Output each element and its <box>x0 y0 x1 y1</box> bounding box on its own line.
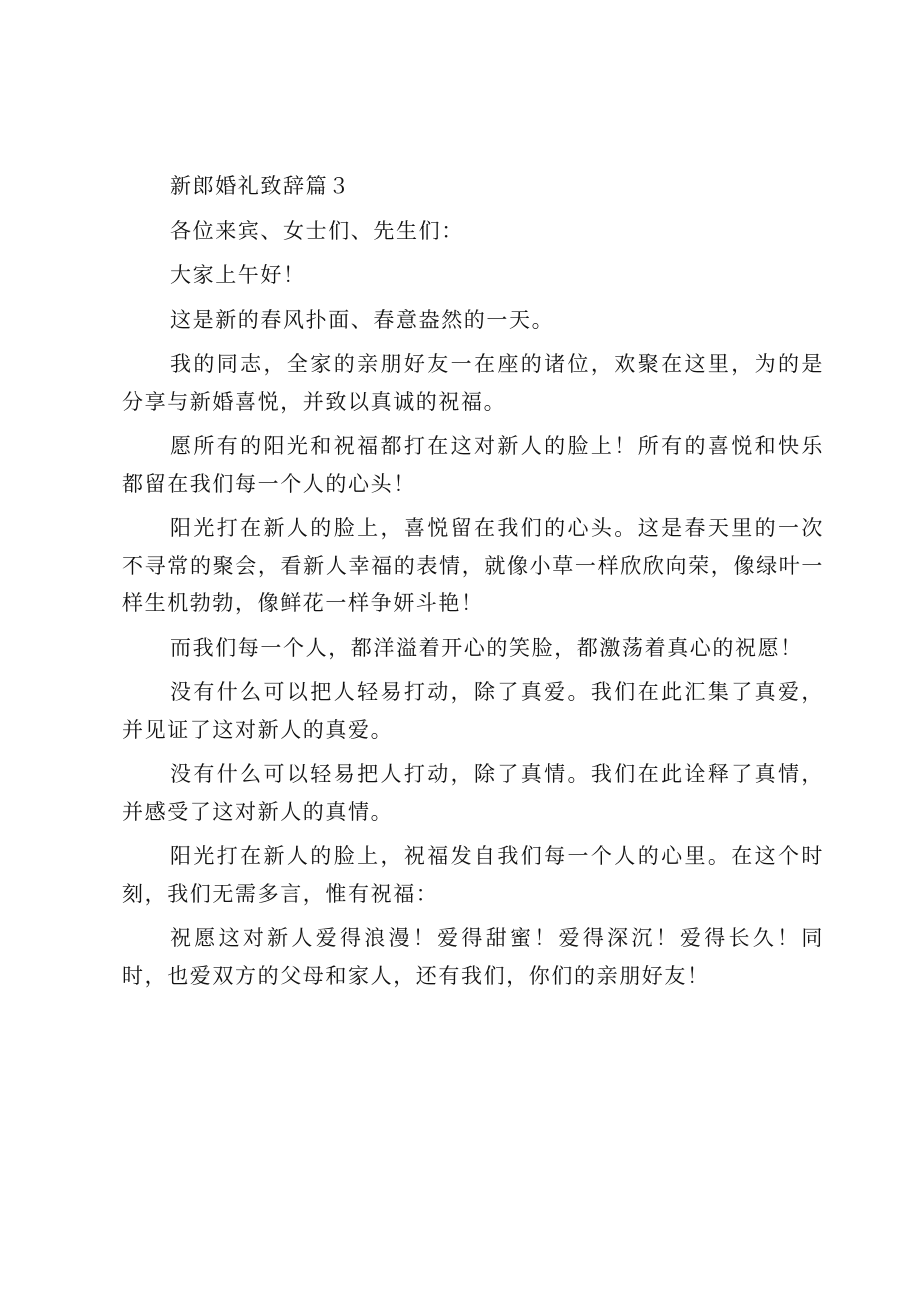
paragraph: 祝愿这对新人爱得浪漫！爱得甜蜜！爱得深沉！爱得长久！同时，也爱双方的父母和家人，还有我们，你们的亲朋好友！ <box>122 926 824 988</box>
salutation: 各位来宾、女士们、先生们： <box>170 218 464 243</box>
paragraph: 而我们每一个人，都洋溢着开心的笑脸，都激荡着真心的祝愿！ <box>170 635 803 660</box>
document-body <box>122 168 824 1002</box>
paragraph: 阳光打在新人的脸上，祝福发自我们每一个人的心里。在这个时刻，我们无需多言，惟有祝福： <box>122 844 824 906</box>
paragraph: 这是新的春风扑面、春意盎然的一天。 <box>170 307 555 332</box>
paragraph: 我的同志，全家的亲朋好友一在座的诸位，欢聚在这里，为的是分享与新婚喜悦，并致以真诚的祝福。 <box>122 352 824 414</box>
paragraph: 愿所有的阳光和祝福都打在这对新人的脸上！所有的喜悦和快乐都留在我们每一个人的心头！ <box>122 434 824 496</box>
paragraph: 没有什么可以把人轻易打动，除了真爱。我们在此汇集了真爱，并见证了这对新人的真爱。 <box>122 680 824 742</box>
document-title: 新郎婚礼致辞篇３ <box>170 174 351 198</box>
paragraph: 阳光打在新人的脸上，喜悦留在我们的心头。这是春天里的一次不寻常的聚会，看新人幸福的表情，就像小草一样欣欣向荣，像绿叶一样生机勃勃，像鲜花一样争妍斗艳！ <box>122 516 824 615</box>
greeting: 大家上午好！ <box>170 263 306 287</box>
paragraph: 没有什么可以轻易把人打动，除了真情。我们在此诠释了真情，并感受了这对新人的真情。 <box>122 762 824 824</box>
